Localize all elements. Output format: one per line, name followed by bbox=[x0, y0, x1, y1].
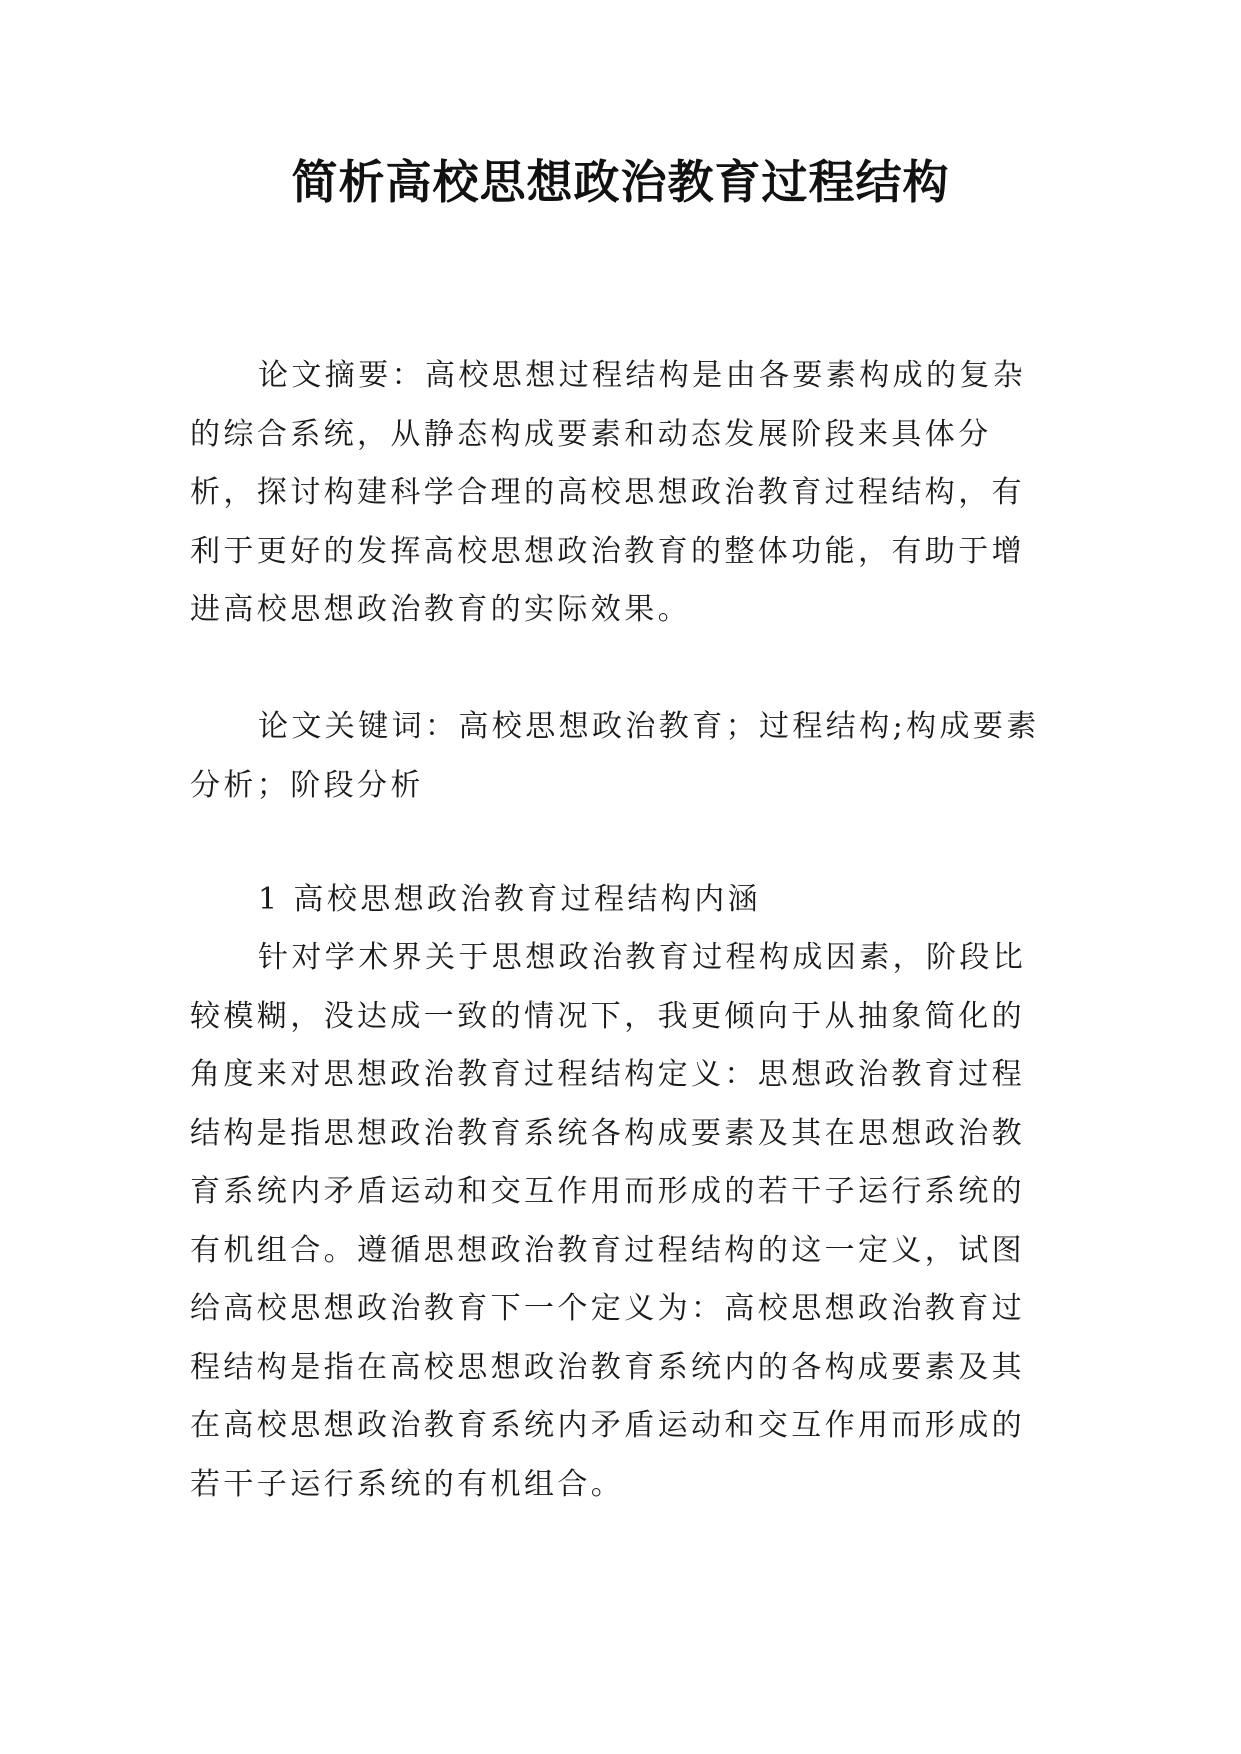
keywords-paragraph: 论文关键词：高校思想政治教育；过程结构;构成要素分析；阶段分析 bbox=[190, 709, 1040, 803]
section-heading: 1 高校思想政治教育过程结构内涵 bbox=[258, 882, 762, 917]
body-paragraph: 针对学术界关于思想政治教育过程构成因素，阶段比较模糊，没达成一致的情况下，我更倾向于从抽象简化的角度来对思想政治教育过程结构定义：思想政治教育过程结构是指思想政治教育系统各构成要素及其在思想政治教育系统内矛盾运动和交互作用而形成的若干子运行系统的有机组合。遵循思想政治教育过程结构的这一定义，试图给高校思想政治教育下一个定义为：高校思想政治教育过程结构是指在高校思想政治教育系统内的各构成要素及其在高校思想政治教育系统内矛盾运动和交互作用而形成的若干子运行系统的有机组合。 bbox=[190, 940, 1027, 1502]
abstract-paragraph: 论文摘要：高校思想过程结构是由各要素构成的复杂的综合系统，从静态构成要素和动态发展阶段来具体分析，探讨构建科学合理的高校思想政治教育过程结构，有利于更好的发挥高校思想政治教育的整体功能，有助于增进高校思想政治教育的实际效果。 bbox=[190, 358, 1027, 627]
document-title: 简析高校思想政治教育过程结构 bbox=[291, 155, 950, 209]
